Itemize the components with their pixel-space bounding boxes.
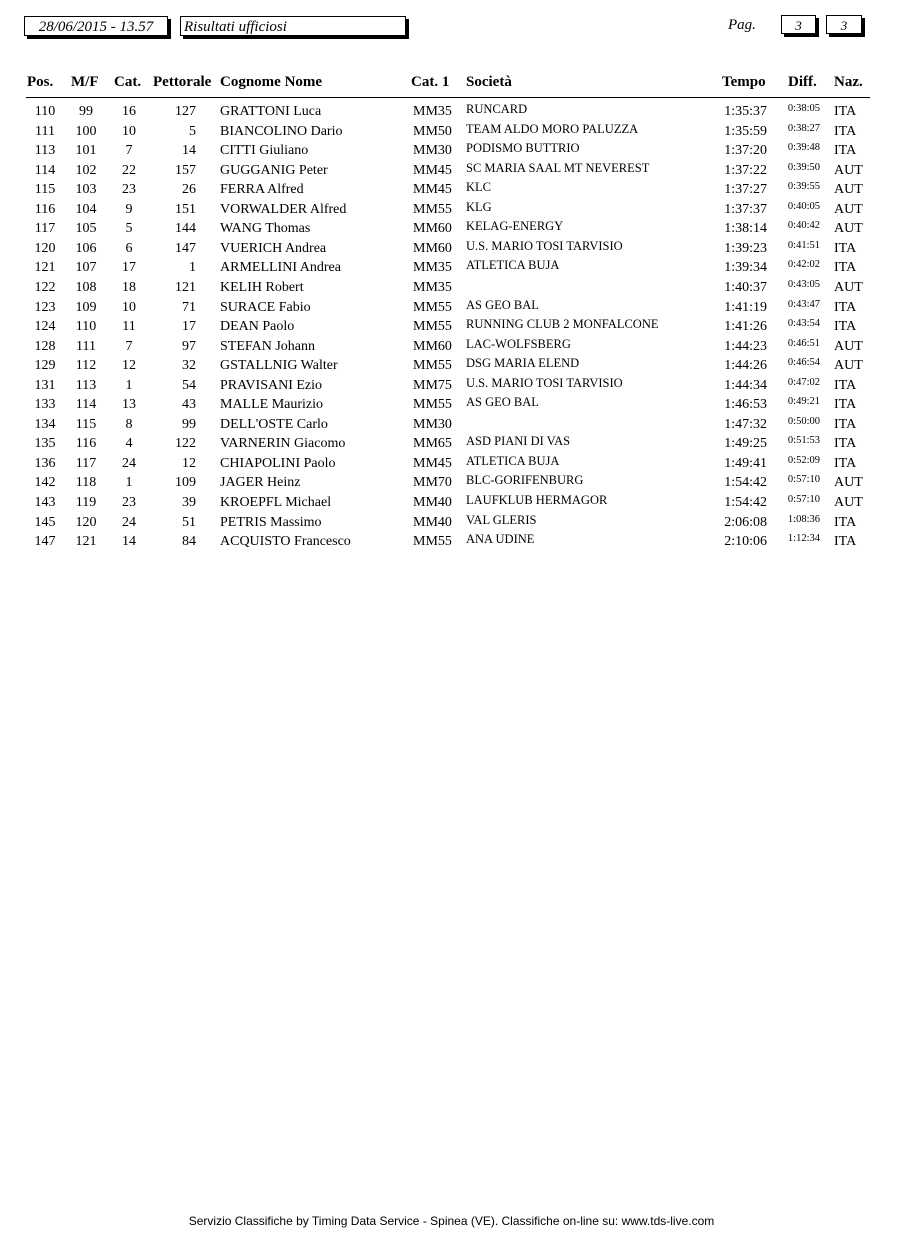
header-rule: [26, 97, 870, 98]
cell-cat: 24: [122, 514, 136, 530]
cell-pos: 145: [34, 514, 56, 530]
page-label: Pag.: [728, 17, 756, 33]
cell-naz: AUT: [834, 338, 863, 354]
cell-mf: 105: [75, 221, 97, 237]
cell-societa: BLC-GORIFENBURG: [466, 473, 584, 488]
cell-mf: 113: [75, 377, 97, 393]
cell-pos: 135: [34, 436, 56, 452]
cell-nome: GUGGANIG Peter: [220, 162, 328, 178]
col-header-nome: Cognome Nome: [220, 74, 323, 90]
cell-nome: JAGER Heinz: [220, 475, 301, 491]
cell-nome: BIANCOLINO Dario: [220, 123, 343, 139]
cell-naz: ITA: [834, 514, 857, 530]
col-header-diff: Diff.: [788, 74, 817, 90]
cell-mf: 102: [75, 162, 97, 178]
col-header-cat: Cat.: [114, 74, 142, 90]
cell-societa: RUNNING CLUB 2 MONFALCONE: [466, 317, 659, 332]
cell-societa: KLG: [466, 199, 492, 214]
cell-nome: SURACE Fabio: [220, 299, 311, 315]
col-header-pettorale: Pettorale: [153, 74, 212, 90]
cell-cat1: MM60: [413, 338, 452, 354]
cell-societa: TEAM ALDO MORO PALUZZA: [466, 121, 639, 136]
cell-cat: 9: [125, 201, 133, 217]
cell-diff: 0:51:53: [787, 435, 820, 447]
table-row: [0, 316, 903, 335]
cell-tempo: 1:41:19: [724, 299, 767, 315]
cell-mf: 118: [75, 475, 97, 491]
cell-naz: AUT: [834, 201, 863, 217]
cell-pettorale: 54: [182, 377, 196, 393]
cell-tempo: 1:37:37: [724, 201, 767, 217]
cell-nome: CHIAPOLINI Paolo: [220, 455, 336, 471]
cell-pos: 142: [34, 475, 56, 491]
cell-societa: AS GEO BAL: [466, 297, 539, 312]
cell-diff: 0:57:10: [787, 474, 820, 486]
cell-tempo: 1:35:59: [724, 123, 767, 139]
cell-tempo: 1:47:32: [724, 416, 767, 432]
cell-mf: 117: [75, 455, 97, 471]
col-header-naz: Naz.: [834, 74, 863, 90]
cell-cat: 7: [125, 143, 133, 159]
cell-tempo: 1:38:14: [724, 221, 767, 237]
cell-tempo: 1:54:42: [724, 475, 767, 491]
cell-pettorale: 157: [175, 162, 196, 178]
cell-tempo: 1:41:26: [724, 319, 767, 335]
cell-mf: 99: [79, 104, 93, 119]
cell-pos: 128: [34, 338, 56, 354]
cell-nome: VARNERIN Giacomo: [220, 436, 346, 452]
cell-tempo: 1:37:22: [724, 162, 767, 178]
cell-naz: ITA: [834, 455, 857, 471]
cell-naz: ITA: [834, 436, 857, 452]
cell-societa: DSG MARIA ELEND: [466, 356, 580, 371]
cell-societa: ATLETICA BUJA: [466, 453, 560, 468]
cell-pos: 121: [34, 260, 56, 276]
cell-naz: ITA: [834, 104, 857, 119]
table-row: [0, 433, 903, 452]
cell-pettorale: 147: [175, 240, 196, 256]
cell-diff: 1:08:36: [787, 513, 820, 525]
cell-cat1: MM30: [413, 416, 452, 432]
cell-diff: 0:46:54: [787, 357, 820, 369]
table-row: [0, 257, 903, 276]
table-row: [0, 336, 903, 355]
cell-cat: 7: [125, 338, 133, 354]
cell-naz: ITA: [834, 397, 857, 413]
cell-tempo: 1:46:53: [724, 397, 767, 413]
cell-cat: 5: [125, 221, 133, 237]
cell-pettorale: 1: [189, 260, 196, 276]
cell-cat1: MM35: [413, 260, 452, 276]
table-row: [0, 179, 903, 198]
cell-pettorale: 127: [175, 104, 196, 119]
cell-cat: 23: [122, 495, 136, 510]
cell-diff: 0:50:00: [787, 415, 820, 427]
cell-cat: 4: [125, 436, 133, 452]
cell-naz: AUT: [834, 162, 863, 178]
cell-tempo: 1:37:20: [724, 143, 767, 159]
cell-nome: PRAVISANI Ezio: [220, 377, 323, 393]
cell-nome: DELL'OSTE Carlo: [220, 416, 328, 432]
cell-diff: 0:43:47: [787, 298, 820, 310]
cell-tempo: 1:39:23: [724, 240, 767, 256]
cell-naz: AUT: [834, 279, 863, 295]
cell-diff: 0:39:48: [787, 142, 820, 154]
cell-cat1: MM35: [413, 279, 452, 295]
cell-societa: ANA UDINE: [466, 532, 535, 547]
cell-diff: 0:57:10: [787, 494, 820, 505]
cell-societa: LAUFKLUB HERMAGOR: [466, 493, 608, 507]
cell-cat: 24: [122, 455, 136, 471]
cell-pos: 143: [34, 495, 56, 510]
cell-societa: ATLETICA BUJA: [466, 258, 560, 273]
cell-nome: KROEPFL Michael: [220, 495, 332, 510]
cell-mf: 110: [75, 319, 97, 335]
cell-cat: 1: [125, 475, 133, 491]
cell-mf: 101: [75, 143, 97, 159]
table-row: [0, 394, 903, 413]
cell-cat1: MM55: [413, 358, 452, 374]
cell-diff: 0:40:05: [787, 200, 820, 212]
table-row: [0, 512, 903, 531]
table-row: [0, 472, 903, 491]
cell-cat: 14: [122, 534, 136, 550]
cell-tempo: 1:49:25: [724, 436, 767, 452]
cell-diff: 0:39:55: [787, 181, 820, 193]
cell-mf: 119: [75, 495, 97, 510]
cell-mf: 104: [75, 201, 97, 217]
table-row: [0, 199, 903, 218]
cell-cat1: MM30: [413, 143, 452, 159]
cell-pettorale: 51: [182, 514, 196, 530]
cell-cat1: MM55: [413, 319, 452, 335]
cell-naz: ITA: [834, 534, 857, 550]
cell-societa: U.S. MARIO TOSI TARVISIO: [466, 375, 623, 390]
cell-pettorale: 121: [175, 279, 196, 295]
cell-cat1: MM45: [413, 182, 452, 198]
table-row: [0, 121, 903, 140]
cell-naz: ITA: [834, 377, 857, 393]
cell-tempo: 1:37:27: [724, 182, 767, 198]
cell-cat1: MM40: [413, 495, 452, 510]
cell-nome: ACQUISTO Francesco: [220, 534, 351, 550]
cell-mf: 107: [75, 260, 97, 276]
cell-pos: 116: [34, 201, 56, 217]
table-row: [0, 101, 903, 120]
cell-cat1: MM75: [413, 377, 452, 393]
cell-cat1: MM55: [413, 534, 452, 550]
cell-pos: 123: [34, 299, 56, 315]
cell-pettorale: 43: [182, 397, 196, 413]
cell-pettorale: 26: [182, 182, 196, 198]
cell-pettorale: 84: [182, 534, 196, 550]
cell-naz: ITA: [834, 319, 857, 335]
cell-diff: 0:39:50: [787, 161, 820, 173]
cell-diff: 0:43:05: [787, 278, 820, 290]
cell-mf: 111: [76, 338, 96, 354]
cell-pos: 124: [34, 319, 56, 335]
cell-mf: 100: [75, 123, 97, 139]
cell-nome: GSTALLNIG Walter: [220, 358, 338, 374]
cell-naz: AUT: [834, 221, 863, 237]
cell-cat: 12: [122, 358, 136, 374]
cell-societa: SC MARIA SAAL MT NEVEREST: [466, 160, 650, 175]
cell-pos: 113: [34, 143, 56, 159]
cell-societa: AS GEO BAL: [466, 395, 539, 410]
cell-pos: 136: [34, 455, 56, 471]
cell-pettorale: 39: [182, 495, 196, 510]
cell-cat: 6: [125, 240, 133, 256]
cell-mf: 116: [75, 436, 97, 452]
cell-diff: 1:12:34: [787, 533, 820, 545]
cell-naz: AUT: [834, 495, 863, 510]
cell-cat: 23: [122, 182, 136, 198]
col-header-pos: Pos.: [27, 74, 54, 90]
table-row: [0, 160, 903, 179]
cell-mf: 114: [75, 397, 97, 413]
cell-pos: 133: [34, 397, 56, 413]
cell-cat1: MM55: [413, 299, 452, 315]
cell-nome: WANG Thomas: [220, 221, 311, 237]
cell-tempo: 1:44:26: [724, 358, 767, 374]
cell-mf: 109: [75, 299, 97, 315]
cell-mf: 115: [75, 416, 97, 432]
cell-nome: FERRA Alfred: [220, 182, 304, 198]
cell-tempo: 1:44:23: [724, 338, 767, 354]
cell-cat1: MM45: [413, 455, 452, 471]
col-header-mf: M/F: [71, 74, 99, 90]
cell-naz: ITA: [834, 260, 857, 276]
table-row: [0, 492, 903, 511]
cell-diff: 0:38:27: [787, 122, 820, 134]
col-header-tempo: Tempo: [722, 74, 766, 90]
table-row: [0, 453, 903, 472]
cell-naz: AUT: [834, 475, 863, 491]
cell-naz: ITA: [834, 143, 857, 159]
cell-pettorale: 71: [182, 299, 196, 315]
cell-cat1: MM60: [413, 221, 452, 237]
results-title: Risultati ufficiosi: [180, 16, 406, 36]
cell-diff: 0:43:54: [787, 318, 820, 330]
col-header-cat1: Cat. 1: [411, 74, 450, 90]
cell-pos: 115: [34, 182, 56, 198]
cell-pos: 114: [34, 162, 56, 178]
cell-societa: ASD PIANI DI VAS: [466, 434, 571, 449]
cell-cat: 13: [122, 397, 136, 413]
table-row: [0, 355, 903, 374]
cell-naz: ITA: [834, 416, 857, 432]
cell-diff: 0:42:02: [787, 259, 820, 271]
cell-societa: PODISMO BUTTRIO: [466, 141, 580, 156]
table-row: [0, 218, 903, 237]
cell-naz: ITA: [834, 123, 857, 139]
page-number-box: 3: [781, 15, 816, 34]
cell-tempo: 2:10:06: [724, 534, 767, 550]
cell-pettorale: 97: [182, 338, 196, 354]
table-row: [0, 140, 903, 159]
cell-pos: 122: [34, 279, 56, 295]
cell-nome: PETRIS Massimo: [220, 514, 322, 530]
cell-naz: AUT: [834, 182, 863, 198]
cell-cat1: MM60: [413, 240, 452, 256]
cell-diff: 0:40:42: [787, 220, 820, 232]
cell-tempo: 1:49:41: [724, 455, 767, 471]
cell-pettorale: 109: [175, 475, 196, 491]
cell-societa: KELAG-ENERGY: [466, 219, 564, 234]
cell-nome: CITTI Giuliano: [220, 143, 309, 159]
cell-tempo: 1:39:34: [724, 260, 767, 276]
cell-tempo: 1:40:37: [724, 279, 767, 295]
cell-cat: 16: [122, 104, 136, 119]
cell-nome: ARMELLINI Andrea: [220, 260, 341, 276]
cell-tempo: 2:06:08: [724, 514, 767, 530]
cell-diff: 0:38:05: [787, 103, 820, 114]
cell-nome: KELIH Robert: [220, 279, 304, 295]
cell-mf: 120: [75, 514, 97, 530]
cell-pettorale: 14: [182, 143, 196, 159]
cell-pettorale: 122: [175, 436, 196, 452]
cell-pos: 120: [34, 240, 56, 256]
cell-pos: 147: [34, 534, 56, 550]
cell-nome: STEFAN Johann: [220, 338, 316, 354]
table-row: [0, 238, 903, 257]
cell-naz: ITA: [834, 299, 857, 315]
cell-diff: 0:52:09: [787, 454, 820, 466]
cell-mf: 103: [75, 182, 97, 198]
cell-pettorale: 99: [182, 416, 196, 432]
cell-nome: VORWALDER Alfred: [220, 201, 347, 217]
cell-pettorale: 151: [175, 201, 196, 217]
cell-cat1: MM55: [413, 397, 452, 413]
cell-cat1: MM45: [413, 162, 452, 178]
cell-tempo: 1:35:37: [724, 104, 767, 119]
table-row: [0, 375, 903, 394]
cell-tempo: 1:44:34: [724, 377, 767, 393]
cell-cat1: MM70: [413, 475, 452, 491]
cell-mf: 106: [75, 240, 97, 256]
footer-note: Servizio Classifiche by Timing Data Service - Spinea (VE). Classifiche on-line su: www.tds-live.com: [188, 1214, 715, 1228]
cell-pettorale: 17: [182, 319, 196, 335]
cell-cat1: MM50: [413, 123, 452, 139]
cell-pos: 131: [34, 377, 56, 393]
cell-mf: 108: [75, 279, 97, 295]
cell-diff: 0:49:21: [787, 396, 820, 408]
cell-cat: 10: [122, 123, 136, 139]
cell-pos: 117: [34, 221, 56, 237]
cell-cat: 18: [122, 279, 136, 295]
cell-cat1: MM55: [413, 201, 452, 217]
cell-societa: LAC-WOLFSBERG: [466, 336, 571, 351]
cell-cat1: MM40: [413, 514, 452, 530]
cell-nome: VUERICH Andrea: [220, 240, 327, 256]
cell-naz: ITA: [834, 240, 857, 256]
page-total-box: 3: [826, 15, 862, 34]
cell-pettorale: 144: [175, 221, 196, 237]
cell-pos: 134: [34, 416, 56, 432]
table-row: [0, 414, 903, 433]
date-box: 28/06/2015 - 13.57: [24, 16, 168, 36]
table-row: [0, 531, 903, 550]
cell-pos: 111: [35, 123, 55, 139]
cell-cat: 11: [122, 319, 136, 335]
cell-cat: 22: [122, 162, 136, 178]
cell-mf: 112: [75, 358, 97, 374]
cell-nome: GRATTONI Luca: [220, 104, 322, 119]
cell-cat: 10: [122, 299, 136, 315]
cell-diff: 0:41:51: [787, 239, 820, 251]
cell-pettorale: 5: [189, 123, 196, 139]
cell-nome: MALLE Maurizio: [220, 397, 324, 413]
cell-pos: 110: [34, 104, 56, 119]
cell-cat: 8: [125, 416, 133, 432]
cell-mf: 121: [75, 534, 97, 550]
cell-pettorale: 32: [182, 358, 196, 374]
cell-tempo: 1:54:42: [724, 495, 767, 510]
cell-cat: 1: [125, 377, 133, 393]
table-row: [0, 297, 903, 316]
cell-societa: U.S. MARIO TOSI TARVISIO: [466, 238, 623, 253]
cell-cat: 17: [122, 260, 136, 276]
cell-cat1: MM35: [413, 104, 452, 119]
cell-societa: VAL GLERIS: [466, 512, 537, 527]
table-row: [0, 277, 903, 296]
cell-societa: RUNCARD: [466, 102, 528, 116]
cell-diff: 0:47:02: [787, 376, 820, 388]
col-header-societa: Società: [466, 74, 512, 90]
cell-diff: 0:46:51: [787, 337, 820, 349]
cell-pos: 129: [34, 358, 56, 374]
cell-naz: AUT: [834, 358, 863, 374]
cell-cat1: MM65: [413, 436, 452, 452]
cell-societa: KLC: [466, 180, 491, 195]
cell-nome: DEAN Paolo: [220, 319, 295, 335]
cell-pettorale: 12: [182, 455, 196, 471]
